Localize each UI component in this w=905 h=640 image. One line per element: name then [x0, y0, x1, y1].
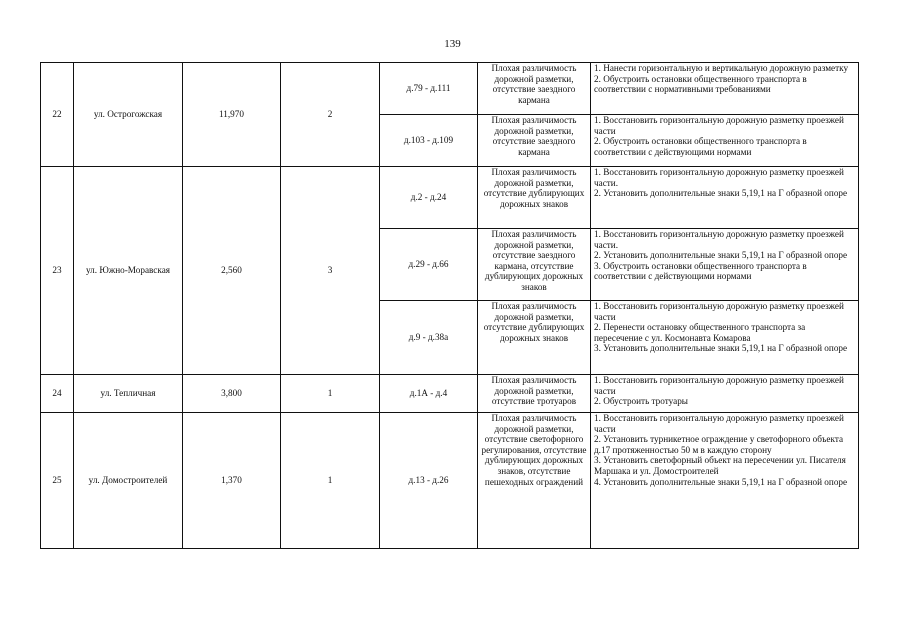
row-number: 22	[41, 63, 74, 167]
action-item: 1. Восстановить горизонтальную дорожную разметку проезжей части	[594, 375, 844, 396]
action-item: 1. Восстановить горизонтальную дорожную разметку проезжей части.	[594, 229, 844, 250]
street-name: ул. Тепличная	[74, 375, 183, 413]
actions-cell	[591, 229, 859, 301]
house-range: д.13 - д.26	[380, 413, 478, 549]
road-length: 2,560	[183, 167, 281, 375]
house-range: д.9 - д.38а	[380, 301, 478, 375]
street-name: ул. Домостроителей	[74, 413, 183, 549]
table-row	[41, 375, 859, 413]
house-range: д.1А - д.4	[380, 375, 478, 413]
segment-count: 1	[281, 413, 380, 549]
segment-count: 3	[281, 167, 380, 375]
action-item: 3. Установить дополнительные знаки 5,19,1 на Г образной опоре	[594, 343, 848, 354]
row-number: 25	[41, 413, 74, 549]
segment-count: 2	[281, 63, 380, 167]
table-row	[41, 413, 859, 549]
house-range: д.29 - д.66	[380, 229, 478, 301]
actions-cell	[591, 413, 859, 549]
actions-cell	[591, 167, 859, 229]
action-item: 2. Установить турникетное ограждение у светофорного объекта д.17 протяженностью 50 м в каждую сторону	[594, 434, 844, 455]
table-row	[41, 167, 859, 229]
actions-cell	[591, 301, 859, 375]
action-item: 1. Восстановить горизонтальную дорожную разметку проезжей части	[594, 413, 844, 434]
action-item: 1. Восстановить горизонтальную дорожную разметку проезжей части	[594, 115, 844, 136]
road-length: 3,800	[183, 375, 281, 413]
problem-text: Плохая различимость дорожной разметки, отсутствие тротуаров	[478, 375, 591, 413]
problem-text: Плохая различимость дорожной разметки, отсутствие заездного кармана	[478, 63, 591, 115]
action-item: 1. Восстановить горизонтальную дорожную разметку проезжей части	[594, 301, 844, 322]
action-item: 2. Перенести остановку общественного транспорта за пересечение с ул. Космонавта Комарова	[594, 322, 806, 343]
action-item: 2. Установить дополнительные знаки 5,19,1 на Г образной опоре	[594, 250, 848, 261]
action-item: 3. Обустроить остановки общественного транспорта в соответствии с действующими нормами	[594, 260, 807, 282]
action-item: 2. Обустроить остановки общественного транспорта в соответствии с нормативными требованиями	[594, 73, 807, 95]
actions-cell	[591, 115, 859, 167]
row-number: 24	[41, 375, 74, 413]
action-item: 3. Установить светофорный объект на пересечении ул. Писателя Маршака и ул. Домостроителей	[594, 455, 846, 476]
street-name: ул. Южно-Моравская	[74, 167, 183, 375]
problem-text: Плохая различимость дорожной разметки, отсутствие светофорного регулирования, отсутствие дублирующих дорожных знаков, отсутствие пешеходных ограждений	[478, 413, 591, 549]
actions-cell	[591, 63, 859, 115]
road-length: 11,970	[183, 63, 281, 167]
problem-text: Плохая различимость дорожной разметки, отсутствие заездного кармана	[478, 115, 591, 167]
table-row	[41, 63, 859, 115]
house-range: д.103 - д.109	[380, 115, 478, 167]
segment-count: 1	[281, 375, 380, 413]
problem-text: Плохая различимость дорожной разметки, отсутствие заездного кармана, отсутствие дублирующих дорожных знаков	[478, 229, 591, 301]
page-number: 139	[444, 38, 461, 50]
action-item: 2. Обустроить тротуары	[594, 396, 688, 407]
action-item: 4. Установить дополнительные знаки 5,19,1 на Г образной опоре	[594, 476, 848, 487]
actions-cell	[591, 375, 859, 413]
house-range: д.79 - д.111	[380, 63, 478, 115]
problem-text: Плохая различимость дорожной разметки, отсутствие дублирующих дорожных знаков	[478, 167, 591, 229]
road-length: 1,370	[183, 413, 281, 549]
row-number: 23	[41, 167, 74, 375]
action-item: 1. Нанести горизонтальную и вертикальную дорожную разметку	[594, 63, 849, 73]
roads-table	[40, 62, 859, 549]
action-item: 1. Восстановить горизонтальную дорожную разметку проезжей части.	[594, 167, 844, 188]
action-item: 2. Установить дополнительные знаки 5,19,1 на Г образной опоре	[594, 188, 848, 199]
action-item: 2. Обустроить остановки общественного транспорта в соответствии с действующими нормами	[594, 136, 807, 157]
problem-text: Плохая различимость дорожной разметки, отсутствие дублирующих дорожных знаков	[478, 301, 591, 375]
house-range: д.2 - д.24	[380, 167, 478, 229]
street-name: ул. Острогожская	[74, 63, 183, 167]
